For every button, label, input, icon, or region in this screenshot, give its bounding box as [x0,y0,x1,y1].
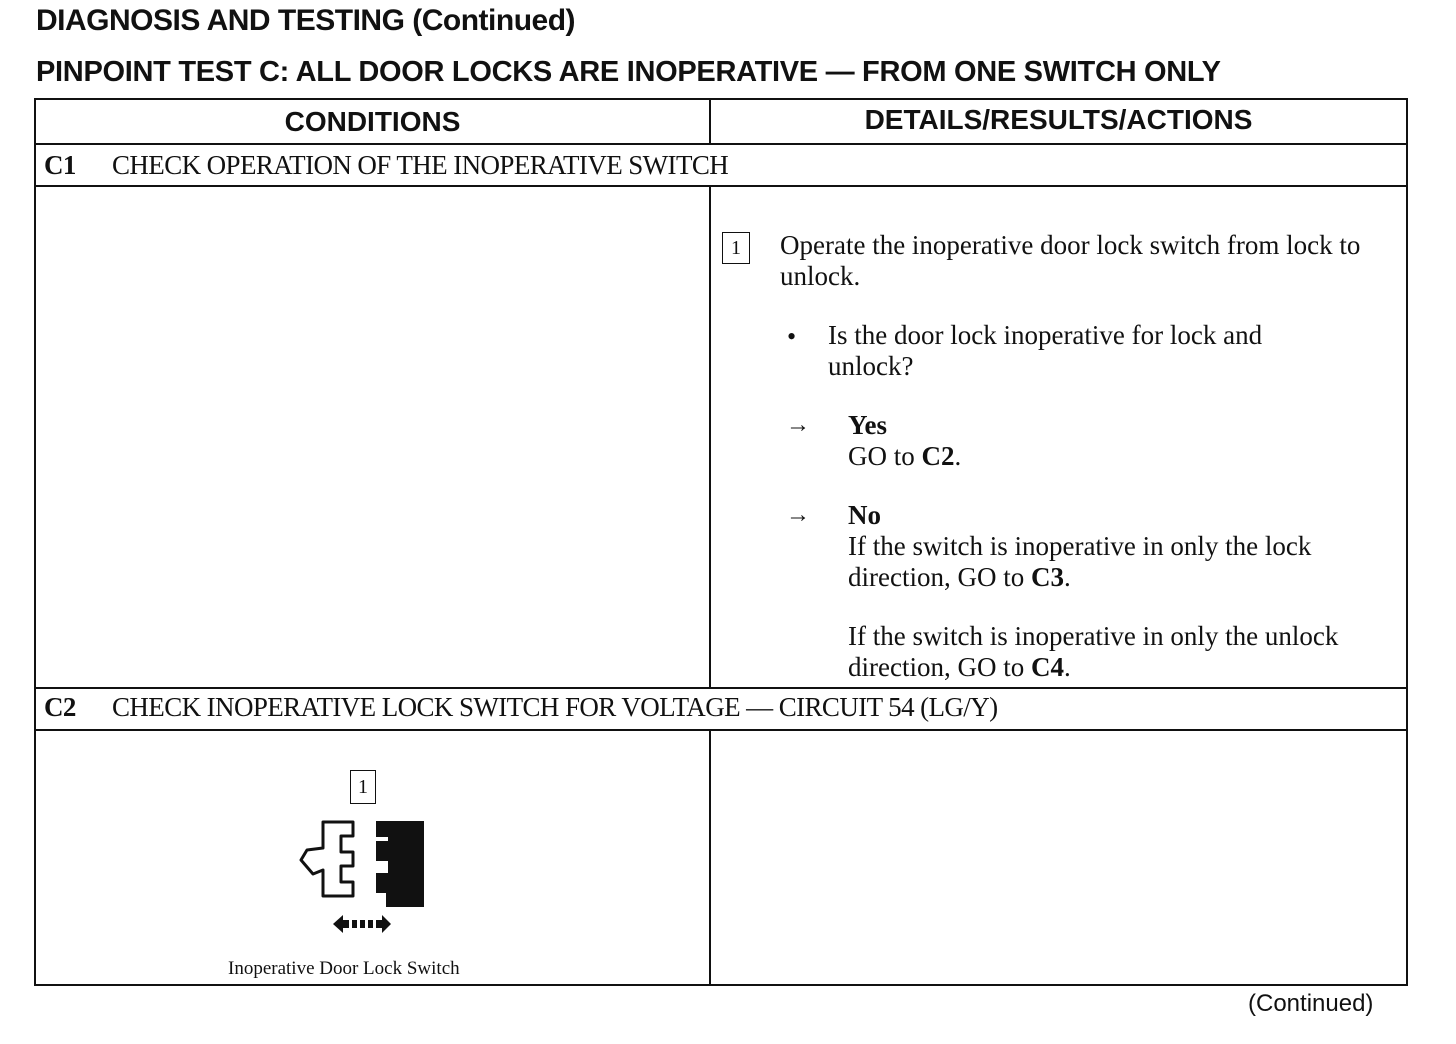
no-label: No [848,500,881,530]
step-header-c2 [44,692,998,723]
yes-action [848,441,961,472]
continued-label: (Continued) [1248,990,1374,1017]
step-title: CHECK OPERATION OF THE INOPERATIVE SWITCH [112,150,729,180]
no-target-1: C3 [1030,562,1064,592]
figure-caption: Inoperative Door Lock Switch [228,958,460,979]
door-lock-switch-icon [291,812,441,942]
figure-number-box: 1 [350,770,376,804]
divider [36,185,1406,187]
arrow-right-icon: → [786,412,810,438]
yes-label: Yes [848,410,887,440]
divider [36,729,1406,731]
bullet-icon: • [787,322,797,351]
no-action-1-prefix: If the switch is inoperative in only the lock direction, GO to [848,531,1312,592]
no-target-2: C4 [1030,652,1064,682]
step-id: C2 [44,692,76,722]
pinpoint-table [34,98,1408,986]
divider [36,143,1406,145]
question-text: Is the door lock inoperative for lock and unlock? [828,320,1263,381]
test-title: PINPOINT TEST C: ALL DOOR LOCKS ARE INOPERATIVE — FROM ONE SWITCH ONLY [36,56,1221,88]
yes-action-prefix: GO to [848,441,922,471]
page-title: DIAGNOSIS AND TESTING (Continued) [36,4,576,37]
conditions-column-header: CONDITIONS [284,106,461,137]
yes-action-suffix: . [954,441,962,471]
step-header-c1 [44,150,728,181]
no-action-2 [848,621,1398,683]
no-action-1-suffix: . [1063,562,1071,592]
divider [36,687,1406,689]
yes-target-link: C2 [921,441,955,471]
action-number-box: 1 [722,232,750,264]
no-action-2-prefix: If the switch is inoperative in only the unlock direction, GO to [848,621,1339,682]
divider [709,729,711,986]
no-action-1 [848,531,1388,593]
step-id: C1 [44,150,76,180]
arrow-right-icon: → [786,502,810,528]
action-text: Operate the inoperative door lock switch from lock to unlock. [780,230,1361,291]
details-column-header: DETAILS/RESULTS/ACTIONS [864,104,1253,135]
step-title: CHECK INOPERATIVE LOCK SWITCH FOR VOLTAGE — CIRCUIT 54 (LG/Y) [112,692,998,722]
divider [709,185,711,689]
no-action-2-suffix: . [1063,652,1071,682]
